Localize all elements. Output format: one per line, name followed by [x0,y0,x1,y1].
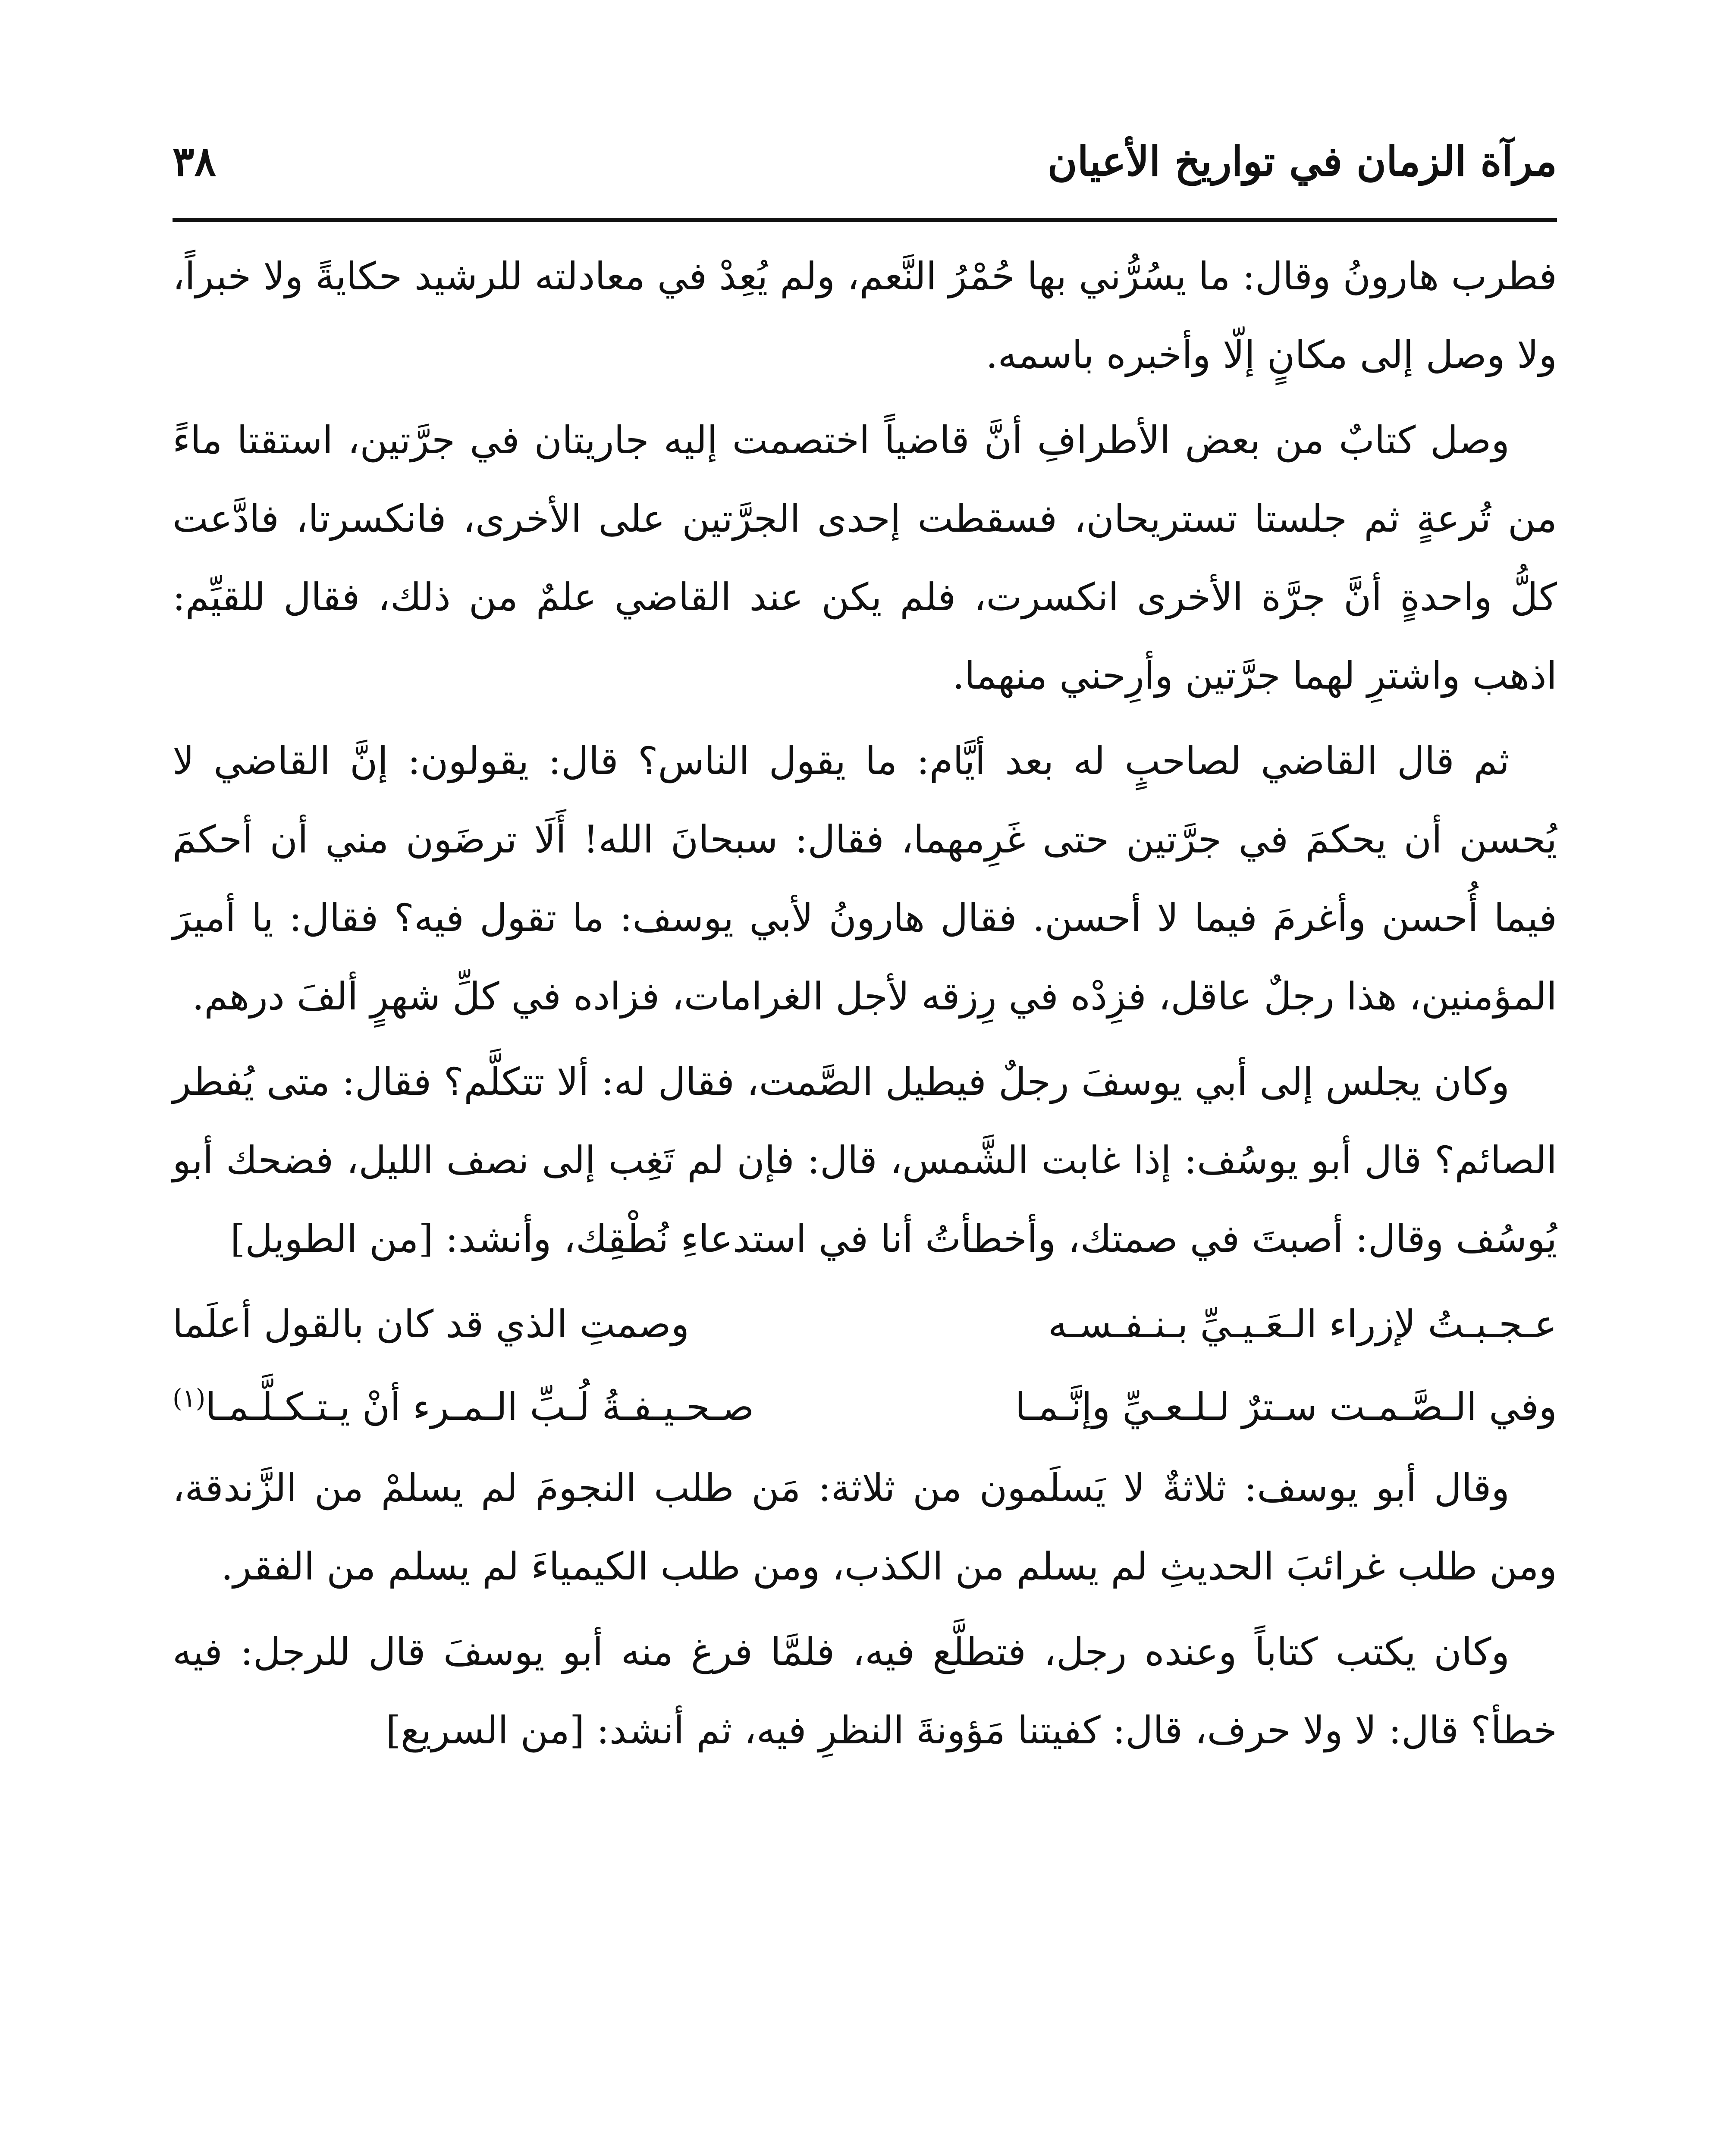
hemistich-second: صـحـيـفـةُ لُـبِّ الـمـرء أنْ يـتـكـلَّـمـا [205,1385,754,1429]
running-header [173,129,1557,211]
book-title: مرآة الزمان في تواريخ الأعيان [1047,138,1557,185]
hemistich-first: وفي الـصَّـمـت سـترٌ لـلـعـيِّ وإنَّـمـا [1015,1385,1557,1429]
hemistich-second-with-marker [173,1368,794,1446]
paragraph: وقال أبو يوسف: ثلاثةٌ لا يَسلَمون من ثلاثة: مَن طلب النجومَ لم يسلمْ من الزَّندقة، ومن طلب غرائبَ الحديثِ لم يسلم من الكذب، ومن طلب الكيمياءَ لم يسلم من الفقر. [173,1466,1557,1589]
poem-verse [173,1368,1557,1446]
paragraph: وصل كتابٌ من بعض الأطرافِ أنَّ قاضياً اختصمت إليه جاريتان في جرَّتين، استقتا ماءً من تُرعةٍ ثم جلستا تستريحان، فسقطت إحدى الجرَّتين على الأخرى، فانكسرتا، فادَّعت كلُّ واحدةٍ أنَّ جرَّة الأخرى انكسرت، فلم يكن عند القاضي علمٌ من ذلك، فقال للقيِّم: اذهب واشترِ لهما جرَّتين وأرِحني منهما. [173,418,1557,698]
paragraph: فطرب هارونُ وقال: ما يسُرُّني بها حُمْرُ النَّعم، ولم يُعِدْ في معادلته للرشيد حكايةً ولا خبراً، ولا وصل إلى مكانٍ إلّا وأخبره باسمه. [173,254,1557,377]
paragraph: ثم قال القاضي لصاحبٍ له بعد أيَّام: ما يقول الناس؟ قال: يقولون: إنَّ القاضي لا يُحسن أن يحكمَ في جرَّتين حتى غَرِمهما، فقال: سبحانَ الله! أَلَا ترضَون مني أن أحكمَ فيما أُحسن وأغرمَ فيما لا أحسن. فقال هارونُ لأبي يوسف: ما تقول فيه؟ فقال: يا أميرَ المؤمنين، هذا رجلٌ عاقل، فزِدْه في رِزقه لأجل الغرامات، فزاده في كلِّ شهرٍ ألفَ درهم. [173,739,1557,1018]
main-text [173,237,1557,1777]
paragraph: وكان يجلس إلى أبي يوسفَ رجلٌ فيطيل الصَّمت، فقال له: ألا تتكلَّم؟ فقال: متى يُفطر الصائم؟ قال أبو يوسُف: إذا غابت الشَّمس، قال: فإن لم تَغِب إلى نصف الليل، فضحك أبو يُوسُف وقال: أصبتَ في صمتك، وأخطأتُ أنا في استدعاءِ نُطْقِك، وأنشد: [من الطويل] [173,1059,1557,1261]
poem-verse [173,1285,1557,1363]
page-number: ٣٨ [173,138,216,185]
hemistich-first: عـجـبـتُ لإزراء الـعَـيـيِّ بـنـفـسـه [1048,1302,1557,1346]
hemistich-second: وصمتِ الذي قد كان بالقول أعلَما [173,1302,690,1346]
footnote-marker: (١) [173,1383,206,1413]
paragraph: وكان يكتب كتاباً وعنده رجل، فتطلَّع فيه، فلمَّا فرغ منه أبو يوسفَ قال للرجل: فيه خطأ؟ قال: لا ولا حرف، قال: كفيتنا مَؤونةَ النظرِ فيه، ثم أنشد: [من السريع] [173,1630,1557,1752]
header-divider [173,218,1557,222]
